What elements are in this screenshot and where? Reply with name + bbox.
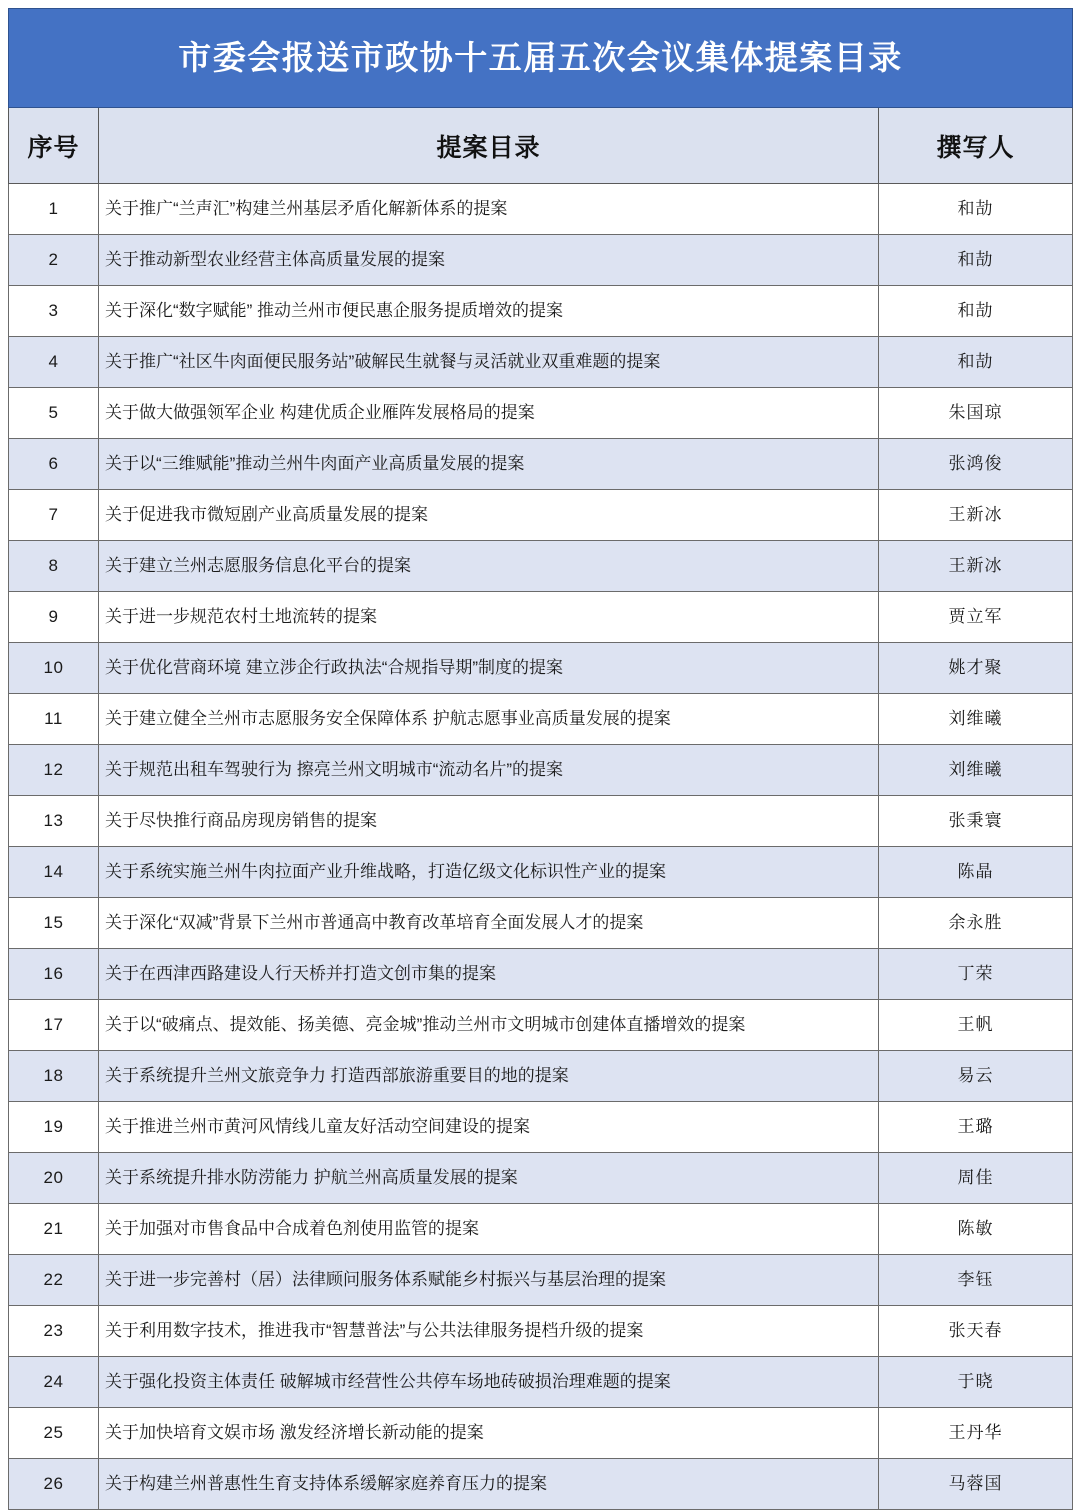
cell-index: 22	[9, 1255, 99, 1306]
cell-index: 17	[9, 1000, 99, 1051]
cell-author: 刘维曦	[879, 745, 1073, 796]
cell-author: 张秉寰	[879, 796, 1073, 847]
cell-author: 王丹华	[879, 1408, 1073, 1459]
cell-index: 8	[9, 541, 99, 592]
cell-author: 和劼	[879, 184, 1073, 235]
cell-author: 丁荣	[879, 949, 1073, 1000]
cell-index: 14	[9, 847, 99, 898]
cell-index: 13	[9, 796, 99, 847]
table-row	[9, 949, 1073, 1000]
table-row	[9, 745, 1073, 796]
table-row	[9, 1357, 1073, 1408]
cell-author: 王璐	[879, 1102, 1073, 1153]
cell-index: 26	[9, 1459, 99, 1510]
cell-proposal-title: 关于加快培育文娱市场 激发经济增长新动能的提案	[99, 1408, 879, 1459]
cell-proposal-title: 关于优化营商环境 建立涉企行政执法“合规指导期”制度的提案	[99, 643, 879, 694]
table-row	[9, 694, 1073, 745]
column-header-row	[9, 108, 1073, 184]
table-row	[9, 847, 1073, 898]
table-row	[9, 286, 1073, 337]
cell-proposal-title: 关于促进我市微短剧产业高质量发展的提案	[99, 490, 879, 541]
table-row	[9, 1408, 1073, 1459]
cell-index: 4	[9, 337, 99, 388]
table-row	[9, 1204, 1073, 1255]
table-row	[9, 898, 1073, 949]
table-row	[9, 1102, 1073, 1153]
table-title-banner-row	[9, 9, 1073, 108]
cell-proposal-title: 关于利用数字技术，推进我市“智慧普法”与公共法律服务提档升级的提案	[99, 1306, 879, 1357]
table-row	[9, 490, 1073, 541]
cell-index: 6	[9, 439, 99, 490]
cell-proposal-title: 关于规范出租车驾驶行为 擦亮兰州文明城市“流动名片”的提案	[99, 745, 879, 796]
table-row	[9, 592, 1073, 643]
cell-proposal-title: 关于推进兰州市黄河风情线儿童友好活动空间建设的提案	[99, 1102, 879, 1153]
cell-proposal-title: 关于推广“兰声汇”构建兰州基层矛盾化解新体系的提案	[99, 184, 879, 235]
column-header-title: 提案目录	[99, 108, 879, 184]
cell-proposal-title: 关于系统提升兰州文旅竞争力 打造西部旅游重要目的地的提案	[99, 1051, 879, 1102]
cell-index: 2	[9, 235, 99, 286]
cell-proposal-title: 关于进一步完善村（居）法律顾问服务体系赋能乡村振兴与基层治理的提案	[99, 1255, 879, 1306]
cell-proposal-title: 关于在西津西路建设人行天桥并打造文创市集的提案	[99, 949, 879, 1000]
cell-index: 12	[9, 745, 99, 796]
cell-author: 李钰	[879, 1255, 1073, 1306]
cell-index: 3	[9, 286, 99, 337]
cell-proposal-title: 关于系统实施兰州牛肉拉面产业升维战略，打造亿级文化标识性产业的提案	[99, 847, 879, 898]
cell-index: 9	[9, 592, 99, 643]
cell-proposal-title: 关于深化“双减”背景下兰州市普通高中教育改革培育全面发展人才的提案	[99, 898, 879, 949]
cell-author: 张鸿俊	[879, 439, 1073, 490]
table-row	[9, 796, 1073, 847]
cell-author: 马蓉国	[879, 1459, 1073, 1510]
cell-index: 15	[9, 898, 99, 949]
cell-author: 刘维曦	[879, 694, 1073, 745]
cell-author: 和劼	[879, 286, 1073, 337]
cell-proposal-title: 关于推动新型农业经营主体高质量发展的提案	[99, 235, 879, 286]
table-row	[9, 1153, 1073, 1204]
cell-index: 20	[9, 1153, 99, 1204]
table-row	[9, 439, 1073, 490]
table-row	[9, 184, 1073, 235]
cell-author: 陈晶	[879, 847, 1073, 898]
table-row	[9, 643, 1073, 694]
cell-proposal-title: 关于推广“社区牛肉面便民服务站”破解民生就餐与灵活就业双重难题的提案	[99, 337, 879, 388]
cell-index: 18	[9, 1051, 99, 1102]
cell-author: 周佳	[879, 1153, 1073, 1204]
cell-proposal-title: 关于深化“数字赋能” 推动兰州市便民惠企服务提质增效的提案	[99, 286, 879, 337]
cell-proposal-title: 关于加强对市售食品中合成着色剂使用监管的提案	[99, 1204, 879, 1255]
cell-proposal-title: 关于以“三维赋能”推动兰州牛肉面产业高质量发展的提案	[99, 439, 879, 490]
cell-author: 陈敏	[879, 1204, 1073, 1255]
cell-proposal-title: 关于构建兰州普惠性生育支持体系缓解家庭养育压力的提案	[99, 1459, 879, 1510]
table-title-cell	[9, 9, 1073, 108]
cell-proposal-title: 关于强化投资主体责任 破解城市经营性公共停车场地砖破损治理难题的提案	[99, 1357, 879, 1408]
table-row	[9, 388, 1073, 439]
cell-index: 16	[9, 949, 99, 1000]
cell-author: 易云	[879, 1051, 1073, 1102]
cell-author: 和劼	[879, 235, 1073, 286]
cell-author: 余永胜	[879, 898, 1073, 949]
cell-index: 19	[9, 1102, 99, 1153]
cell-index: 1	[9, 184, 99, 235]
cell-author: 张天春	[879, 1306, 1073, 1357]
cell-proposal-title: 关于尽快推行商品房现房销售的提案	[99, 796, 879, 847]
table-row	[9, 1255, 1073, 1306]
table-row	[9, 337, 1073, 388]
column-header-index: 序号	[9, 108, 99, 184]
cell-index: 11	[9, 694, 99, 745]
cell-author: 朱国琼	[879, 388, 1073, 439]
cell-author: 王帆	[879, 1000, 1073, 1051]
cell-proposal-title: 关于建立兰州志愿服务信息化平台的提案	[99, 541, 879, 592]
cell-index: 5	[9, 388, 99, 439]
page-title: 市委会报送市政协十五届五次会议集体提案目录	[178, 39, 903, 77]
proposal-catalog-table	[8, 8, 1073, 1510]
cell-index: 23	[9, 1306, 99, 1357]
cell-proposal-title: 关于系统提升排水防涝能力 护航兰州高质量发展的提案	[99, 1153, 879, 1204]
cell-index: 21	[9, 1204, 99, 1255]
cell-author: 王新冰	[879, 490, 1073, 541]
cell-author: 贾立军	[879, 592, 1073, 643]
table-row	[9, 1459, 1073, 1510]
cell-index: 24	[9, 1357, 99, 1408]
cell-author: 王新冰	[879, 541, 1073, 592]
cell-proposal-title: 关于进一步规范农村土地流转的提案	[99, 592, 879, 643]
table-body	[9, 184, 1073, 1510]
table-row	[9, 1051, 1073, 1102]
cell-index: 10	[9, 643, 99, 694]
cell-author: 于晓	[879, 1357, 1073, 1408]
table-row	[9, 1306, 1073, 1357]
cell-index: 7	[9, 490, 99, 541]
column-header-author: 撰写人	[879, 108, 1073, 184]
cell-index: 25	[9, 1408, 99, 1459]
cell-proposal-title: 关于建立健全兰州市志愿服务安全保障体系 护航志愿事业高质量发展的提案	[99, 694, 879, 745]
cell-author: 姚才聚	[879, 643, 1073, 694]
cell-proposal-title: 关于做大做强领军企业 构建优质企业雁阵发展格局的提案	[99, 388, 879, 439]
table-row	[9, 541, 1073, 592]
table-row	[9, 235, 1073, 286]
cell-author: 和劼	[879, 337, 1073, 388]
table-row	[9, 1000, 1073, 1051]
cell-proposal-title: 关于以“破痛点、提效能、扬美德、亮金城”推动兰州市文明城市创建体直播增效的提案	[99, 1000, 879, 1051]
